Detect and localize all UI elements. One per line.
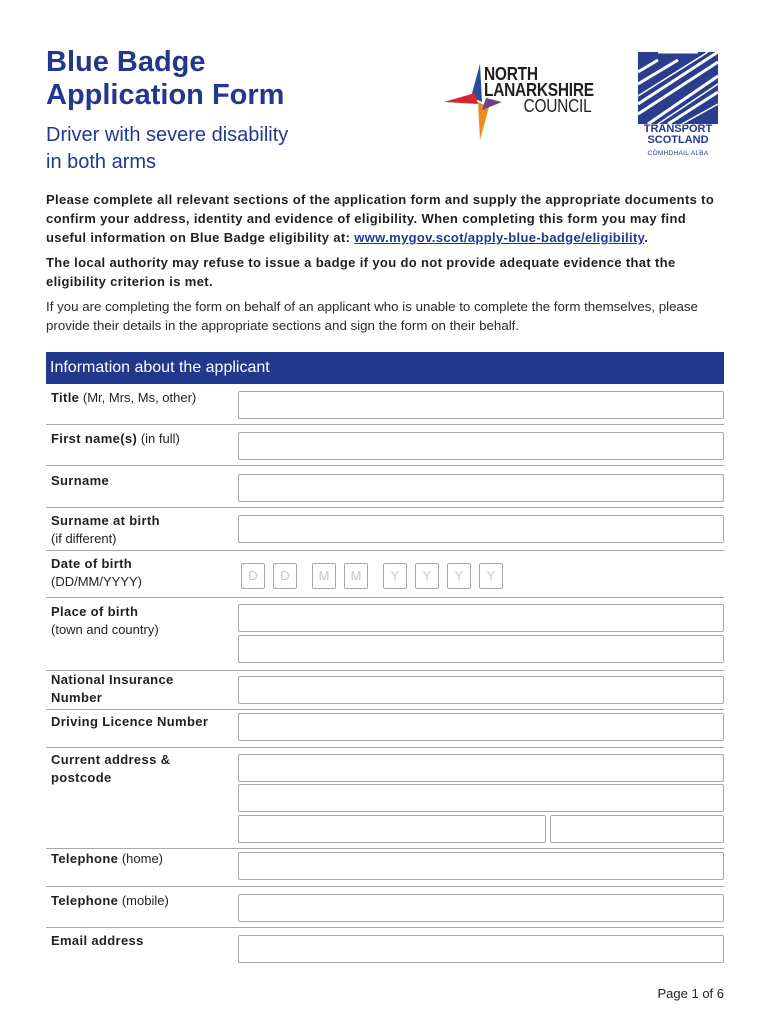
dob-day-digit-1[interactable]: D xyxy=(241,563,265,589)
divider xyxy=(46,927,724,928)
title-hint: (Mr, Mrs, Ms, other) xyxy=(82,390,197,405)
driving-licence-label xyxy=(51,713,208,731)
email-label-text: Email address xyxy=(51,933,144,948)
divider xyxy=(46,848,724,849)
dob-month-digit-2[interactable]: M xyxy=(344,563,368,589)
nlc-line2: LANARKSHIRE xyxy=(484,80,594,100)
surname-label-text: Surname xyxy=(51,473,110,488)
place-of-birth-input-1[interactable] xyxy=(238,604,724,632)
address-input-line-1[interactable] xyxy=(238,754,724,782)
form-title-line1: Blue Badge xyxy=(46,46,206,78)
date-of-birth-hint: (DD/MM/YYYY) xyxy=(51,574,142,589)
nlc-line1: NORTH xyxy=(484,64,538,84)
form-subtitle-line2: in both arms xyxy=(46,151,157,173)
intro-paragraph-1 xyxy=(46,190,726,247)
divider xyxy=(46,747,724,748)
place-of-birth-label xyxy=(51,603,159,639)
page-number: Page 1 of 6 xyxy=(657,986,724,1001)
surname-input[interactable] xyxy=(238,474,724,502)
telephone-home-label xyxy=(51,850,163,868)
nlc-line3: COUNCIL xyxy=(523,96,592,116)
dob-year-digit-4[interactable]: Y xyxy=(479,563,503,589)
ts-line1: TRANSPORT xyxy=(643,123,713,135)
surname-at-birth-label-text: Surname at birth xyxy=(51,513,160,528)
divider xyxy=(46,507,724,508)
telephone-mobile-label xyxy=(51,892,169,910)
surname-at-birth-hint: (if different) xyxy=(51,531,117,546)
divider xyxy=(46,597,724,598)
section-header-applicant: Information about the applicant xyxy=(46,352,724,384)
address-label xyxy=(51,751,170,787)
form-title xyxy=(46,46,366,112)
surname-label xyxy=(51,472,109,490)
place-of-birth-hint: (town and country) xyxy=(51,622,159,637)
dob-month-digit-1[interactable]: M xyxy=(312,563,336,589)
eligibility-link[interactable]: www.mygov.scot/apply-blue-badge/eligibility xyxy=(354,230,645,245)
national-insurance-label xyxy=(51,671,174,707)
driving-licence-label-text: Driving Licence Number xyxy=(51,714,209,729)
email-label xyxy=(51,932,144,950)
telephone-home-hint: (home) xyxy=(121,851,164,866)
first-name-input[interactable] xyxy=(238,432,724,460)
dob-day-digit-2[interactable]: D xyxy=(273,563,297,589)
place-of-birth-input-2[interactable] xyxy=(238,635,724,663)
first-name-label-text: First name(s) xyxy=(51,431,138,446)
intro-paragraph-3: If you are completing the form on behalf of an applicant who is unable to complete the form themselves, please provide their details in the appropriate sections and sign the form on their behalf. xyxy=(46,299,698,333)
national-insurance-label-line2: Number xyxy=(51,690,103,705)
ts-line2: SCOTLAND xyxy=(647,134,709,146)
date-of-birth-label-text: Date of birth xyxy=(51,556,133,571)
telephone-mobile-input[interactable] xyxy=(238,894,724,922)
transport-scotland-logo xyxy=(638,52,718,124)
form-subtitle xyxy=(46,122,366,176)
divider xyxy=(46,424,724,425)
telephone-mobile-hint: (mobile) xyxy=(121,893,169,908)
surname-at-birth-label xyxy=(51,512,160,548)
email-input[interactable] xyxy=(238,935,724,963)
address-label-line1: Current address & xyxy=(51,752,171,767)
title-label-text: Title xyxy=(51,390,80,405)
postcode-input[interactable] xyxy=(550,815,724,843)
telephone-home-label-text: Telephone xyxy=(51,851,119,866)
date-of-birth-label xyxy=(51,555,142,591)
divider xyxy=(46,550,724,551)
intro-paragraph-2: The local authority may refuse to issue a badge if you do not provide adequate evidence that the eligibility criterion is met. xyxy=(46,255,676,289)
first-name-label xyxy=(51,430,180,448)
telephone-home-input[interactable] xyxy=(238,852,724,880)
intro-text xyxy=(46,190,726,341)
driving-licence-input[interactable] xyxy=(238,713,724,741)
ts-wordmark xyxy=(638,124,718,159)
first-name-hint: (in full) xyxy=(140,431,180,446)
divider xyxy=(46,886,724,887)
address-input-line-2[interactable] xyxy=(238,784,724,812)
surname-at-birth-input[interactable] xyxy=(238,515,724,543)
title-input[interactable] xyxy=(238,391,724,419)
title-label xyxy=(51,389,196,407)
national-insurance-input[interactable] xyxy=(238,676,724,704)
intro-paragraph-1-text: Please complete all relevant sections of the application form and supply the appropriate documents to confirm your address, identity and evidence of eligibility. When completing this form you may find useful information on Blue Badge eligibility at: xyxy=(46,192,715,245)
address-label-line2: postcode xyxy=(51,770,112,785)
ts-gaelic: CÒMHDHAIL ALBA xyxy=(647,150,709,157)
nlc-wordmark xyxy=(484,66,594,114)
place-of-birth-label-text: Place of birth xyxy=(51,604,139,619)
address-input-line-3[interactable] xyxy=(238,815,546,843)
dob-year-digit-3[interactable]: Y xyxy=(447,563,471,589)
dob-year-digit-2[interactable]: Y xyxy=(415,563,439,589)
dob-year-digit-1[interactable]: Y xyxy=(383,563,407,589)
form-subtitle-line1: Driver with severe disability xyxy=(46,124,289,146)
nlc-logo-red-point xyxy=(444,93,478,104)
intro-paragraph-1-end: . xyxy=(644,230,649,245)
divider xyxy=(46,465,724,466)
form-title-line2: Application Form xyxy=(46,79,285,111)
divider xyxy=(46,709,724,710)
telephone-mobile-label-text: Telephone xyxy=(51,893,119,908)
national-insurance-label-line1: National Insurance xyxy=(51,672,174,687)
